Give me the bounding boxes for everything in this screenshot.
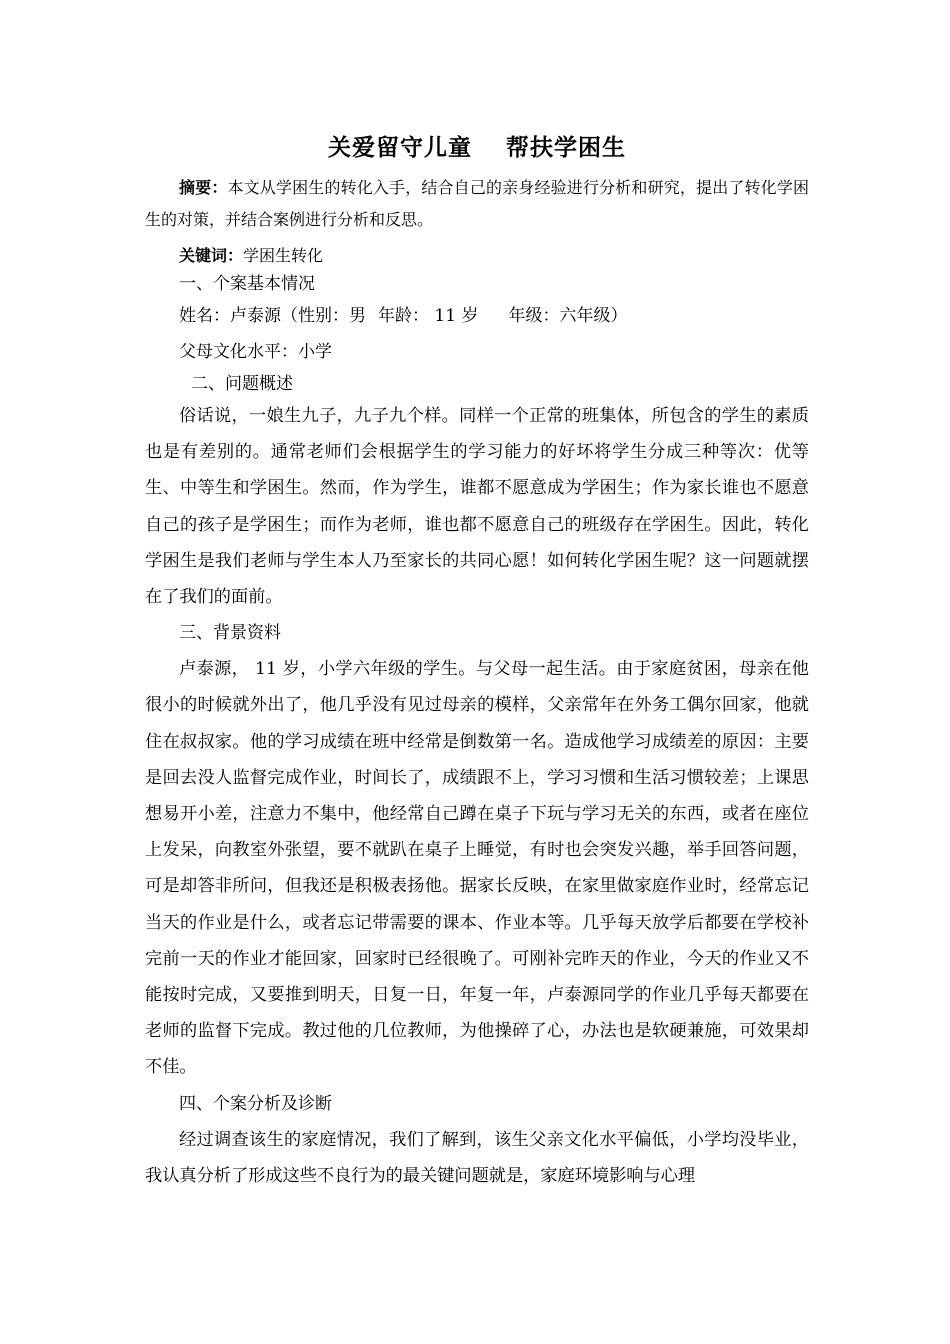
title-part-2: 帮扶学困生: [506, 135, 626, 161]
section-1-heading: 一、个案基本情况: [179, 274, 315, 294]
abstract-label: 摘要：: [179, 178, 228, 197]
document-title: [145, 128, 809, 168]
abstract-text: 本文从学困生的转化入手，结合自己的亲身经验进行分析和研究，提出了转化学困生的对策，并结合案例进行分析和反思。: [145, 178, 809, 229]
info-name: 姓名：卢泰源（性别：男: [179, 306, 366, 326]
section-4-paragraph: 经过调查该生的家庭情况，我们了解到，该生父亲文化水平偏低，小学均没毕业，我认真分析了形成这些不良行为的最关键问题就是，家庭环境影响与心理: [145, 1129, 809, 1186]
info-grade: 年级：六年级）: [508, 306, 628, 326]
section-3-heading: 三、背景资料: [179, 623, 281, 644]
abstract: [145, 172, 809, 236]
document-body: [145, 128, 809, 1194]
section-3-paragraph: 卢泰源， 11 岁，小学六年级的学生。与父母一起生活。由于家庭贫困，母亲在他很小的时候就外出了，他几乎没有见过母亲的模样，父亲常年在外务工偶尔回家，他就住在叔叔家。他的学习成绩在班中经常是倒数第一名。造成他学习成绩差的原因：主要是回去没人监督完成作业，时间长了，成绩跟不上，学习习惯和生活习惯较差；上课思想易开小差，注意力不集中，他经常自己蹲在桌子下玩与学习无关的东西，或者在座位上发呆，向教室外张望，要不就趴在桌子上睡觉，有时也会突发兴趣，举手回答问题，可是却答非所问，但我还是积极表扬他。据家长反映，在家里做家庭作业时，经常忘记当天的作业是什么，或者忘记带需要的课本、作业本等。几乎每天放学后都要在学校补完前一天的作业才能回家，回家时已经很晚了。可刚补完昨天的作业，今天的作业又不能按时完成，又要推到明天，日复一日，年复一年，卢泰源同学的作业几乎每天都要在老师的监督下完成。教过他的几位教师，为他操碎了心，办法也是软硬兼施，可效果却不佳。: [145, 659, 809, 1078]
keywords-label: 关键词：: [179, 246, 244, 265]
parents-education: 父母文化水平：小学: [179, 342, 332, 362]
section-2-paragraph: 俗话说，一娘生九子，九子九个样。同样一个正常的班集体，所包含的学生的素质也是有差别的。通常老师们会根据学生的学习能力的好坏将学生分成三种等次：优等生、中等生和学困生。然而，作为学生，谁都不愿意成为学困生；作为家长谁也不愿意自己的孩子是学困生；而作为老师，谁也都不愿意自己的班级存在学困生。因此，转化学困生是我们老师与学生本人乃至家长的共同心愿！如何转化学困生呢？这一问题就摆在了我们的面前。: [145, 406, 809, 608]
keywords: [145, 242, 809, 270]
section-4-heading: 四、个案分析及诊断: [179, 1093, 332, 1114]
title-part-1: 关爱留守儿童: [328, 135, 472, 161]
basic-info-line: [145, 298, 809, 334]
section-2-heading: 二、问题概述: [191, 374, 293, 394]
info-age: 年龄： 11 岁: [378, 306, 479, 326]
keywords-text: 学困生转化: [243, 246, 324, 265]
